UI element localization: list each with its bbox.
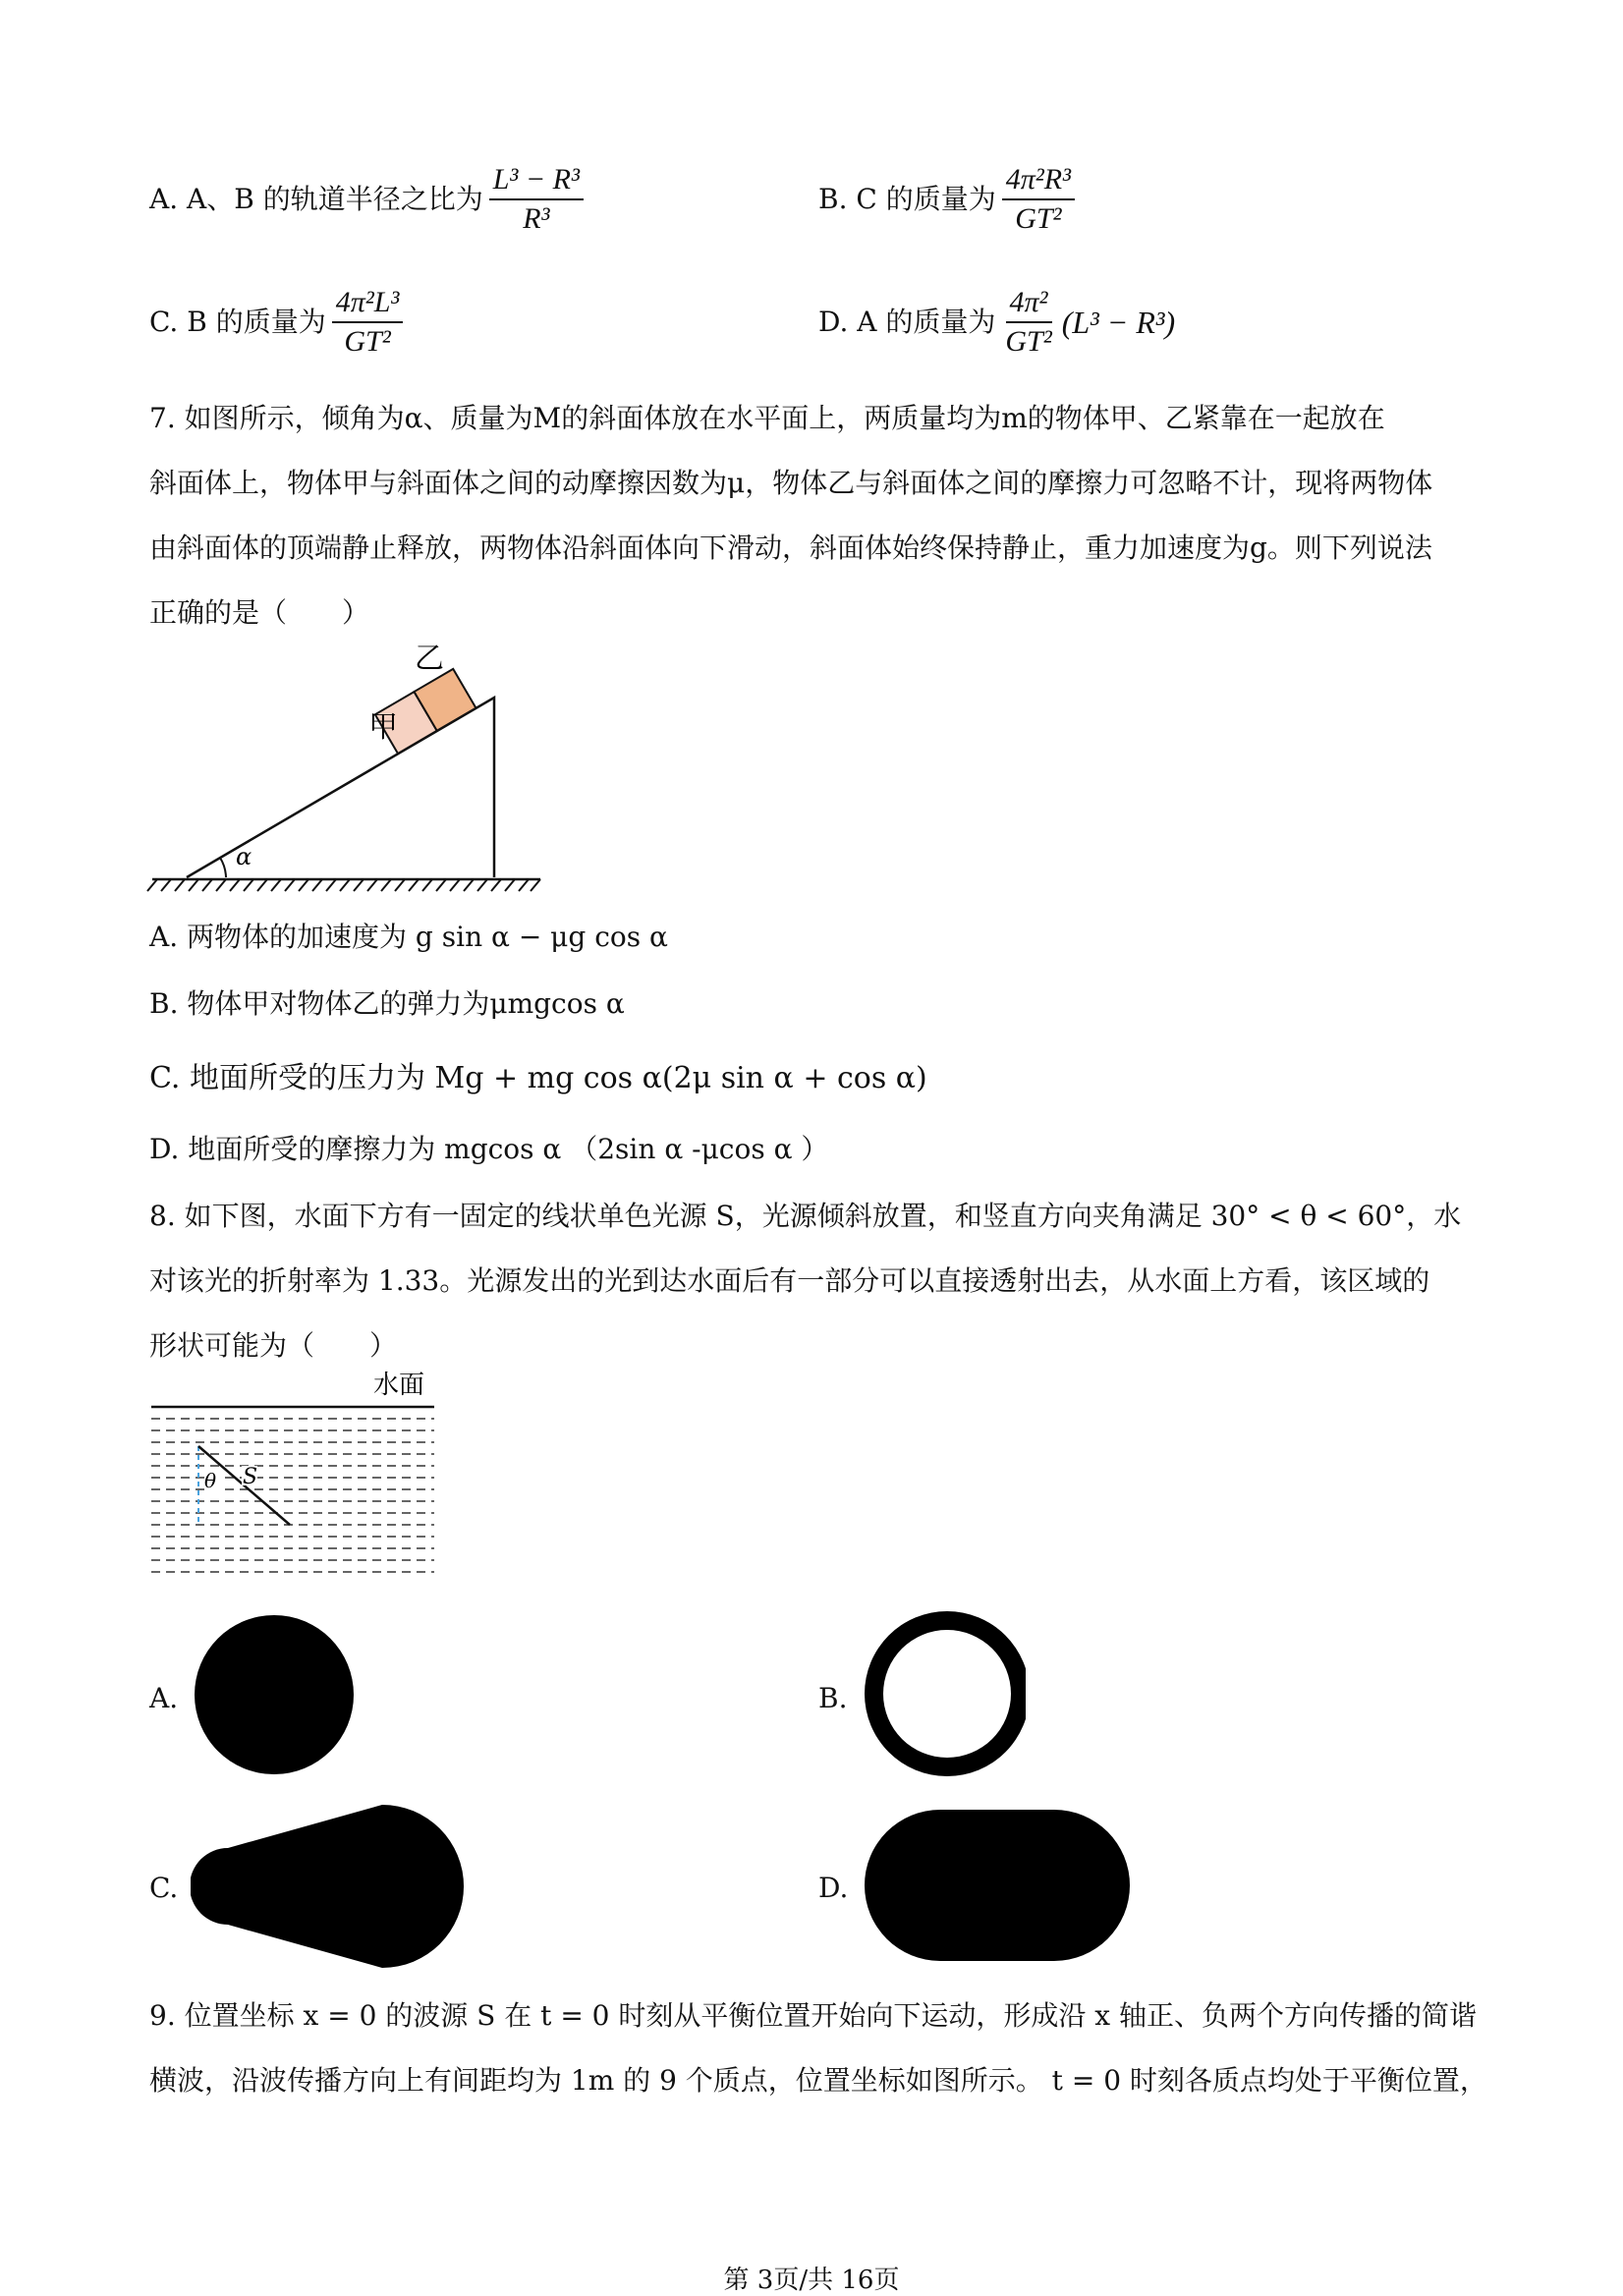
q6-option-a-prefix: A. A、B 的轨道半径之比为 bbox=[149, 183, 483, 215]
q6-option-c-denominator: GT² bbox=[344, 325, 391, 358]
q6-option-b-prefix: B. C 的质量为 bbox=[818, 183, 996, 215]
q9-stem-line-1: 9. 位置坐标 x = 0 的波源 S 在 t = 0 时刻从平衡位置开始向下运动，形成沿 x 轴正、负两个方向传播的简谐 bbox=[149, 1999, 1477, 2032]
q8-option-a-label: A. bbox=[149, 1682, 179, 1714]
q7-stem-line-2: 斜面体上，物体甲与斜面体之间的动摩擦因数为μ，物体乙与斜面体之间的摩擦力可忽略不计，现将两物体 bbox=[149, 467, 1433, 499]
q7-option-c: C. 地面所受的压力为 Mg + mg cos α(2μ sin α + cos α) bbox=[149, 1061, 927, 1095]
q6-option-d-suffix: (L³ − R³) bbox=[1061, 305, 1176, 340]
q8-stem-line-3: 形状可能为（ ） bbox=[149, 1329, 398, 1362]
q6-option-c bbox=[149, 288, 409, 357]
page-footer: 第 3页/共 16页 bbox=[723, 2266, 900, 2295]
q7-label-jia: 甲 bbox=[368, 710, 398, 745]
q7-label-yi: 乙 bbox=[415, 642, 444, 676]
q6-option-b-denominator: GT² bbox=[1015, 202, 1062, 235]
q6-option-a bbox=[149, 165, 589, 234]
q8-stem-line-2: 对该光的折射率为 1.33。光源发出的光到达水面后有一部分可以直接透射出去，从水面上方看，该区域的 bbox=[149, 1264, 1430, 1297]
q8-option-c-label: C. bbox=[149, 1872, 179, 1904]
q6-option-d-numerator: 4π² bbox=[1006, 288, 1052, 323]
q7-ground-hatching bbox=[147, 879, 540, 891]
q8-option-a-shape bbox=[193, 1613, 356, 1776]
q6-option-a-numerator: L³ − R³ bbox=[489, 165, 584, 200]
q6-option-a-denominator: R³ bbox=[523, 202, 550, 235]
q8-option-d-label: D. bbox=[818, 1872, 849, 1904]
q7-alpha-label: α bbox=[236, 843, 252, 870]
q8-option-d-shape bbox=[863, 1808, 1133, 1965]
q8-option-b-label: B. bbox=[818, 1682, 848, 1714]
q6-option-d-fraction bbox=[1001, 288, 1055, 357]
q7-stem-line-4: 正确的是（ ） bbox=[149, 596, 370, 629]
q6-option-c-fraction bbox=[332, 288, 404, 357]
q7-option-a: A. 两物体的加速度为 g sin α − μg cos α bbox=[149, 921, 668, 953]
q7-stem-line-1: 7. 如图所示，倾角为α、质量为M的斜面体放在水平面上，两质量均为m的物体甲、乙紧靠在一起放在 bbox=[149, 402, 1385, 434]
q6-option-c-prefix: C. B 的质量为 bbox=[149, 306, 326, 338]
q7-angle-arc bbox=[220, 858, 226, 877]
q7-stem-line-3: 由斜面体的顶端静止释放，两物体沿斜面体向下滑动，斜面体始终保持静止，重力加速度为g。则下列说法 bbox=[149, 532, 1432, 564]
q8-theta-label: θ bbox=[204, 1469, 217, 1492]
q8-water-figure bbox=[147, 1368, 442, 1584]
q6-option-c-numerator: 4π²L³ bbox=[332, 288, 404, 323]
q8-option-c-shape bbox=[191, 1803, 476, 1970]
q8-water-dashes bbox=[151, 1419, 434, 1572]
q8-option-b-shape bbox=[863, 1609, 1032, 1778]
q8-stem-line-1: 8. 如下图，水面下方有一固定的线状单色光源 S，光源倾斜放置，和竖直方向夹角满足 30° < θ < 60°，水 bbox=[149, 1200, 1462, 1232]
q6-option-d-prefix: D. A 的质量为 bbox=[818, 306, 996, 338]
q7-option-d: D. 地面所受的摩擦力为 mgcos α （2sin α -μcos α ） bbox=[149, 1133, 829, 1165]
q6-option-a-fraction bbox=[489, 165, 584, 234]
q9-stem-line-2: 横波，沿波传播方向上有间距均为 1m 的 9 个质点，位置坐标如图所示。 t = 0 时刻各质点均处于平衡位置， bbox=[149, 2064, 1487, 2097]
q6-option-d bbox=[818, 288, 1175, 357]
q8-water-label: 水面 bbox=[373, 1371, 425, 1400]
q6-option-b-fraction bbox=[1002, 165, 1075, 234]
q7-incline-figure bbox=[138, 629, 570, 904]
q8-source-label: S bbox=[243, 1465, 258, 1489]
q6-option-b-numerator: 4π²R³ bbox=[1002, 165, 1075, 200]
q6-option-d-denominator: GT² bbox=[1005, 325, 1052, 358]
q6-option-b bbox=[818, 165, 1081, 234]
q7-option-b: B. 物体甲对物体乙的弹力为μmgcos α bbox=[149, 987, 625, 1020]
